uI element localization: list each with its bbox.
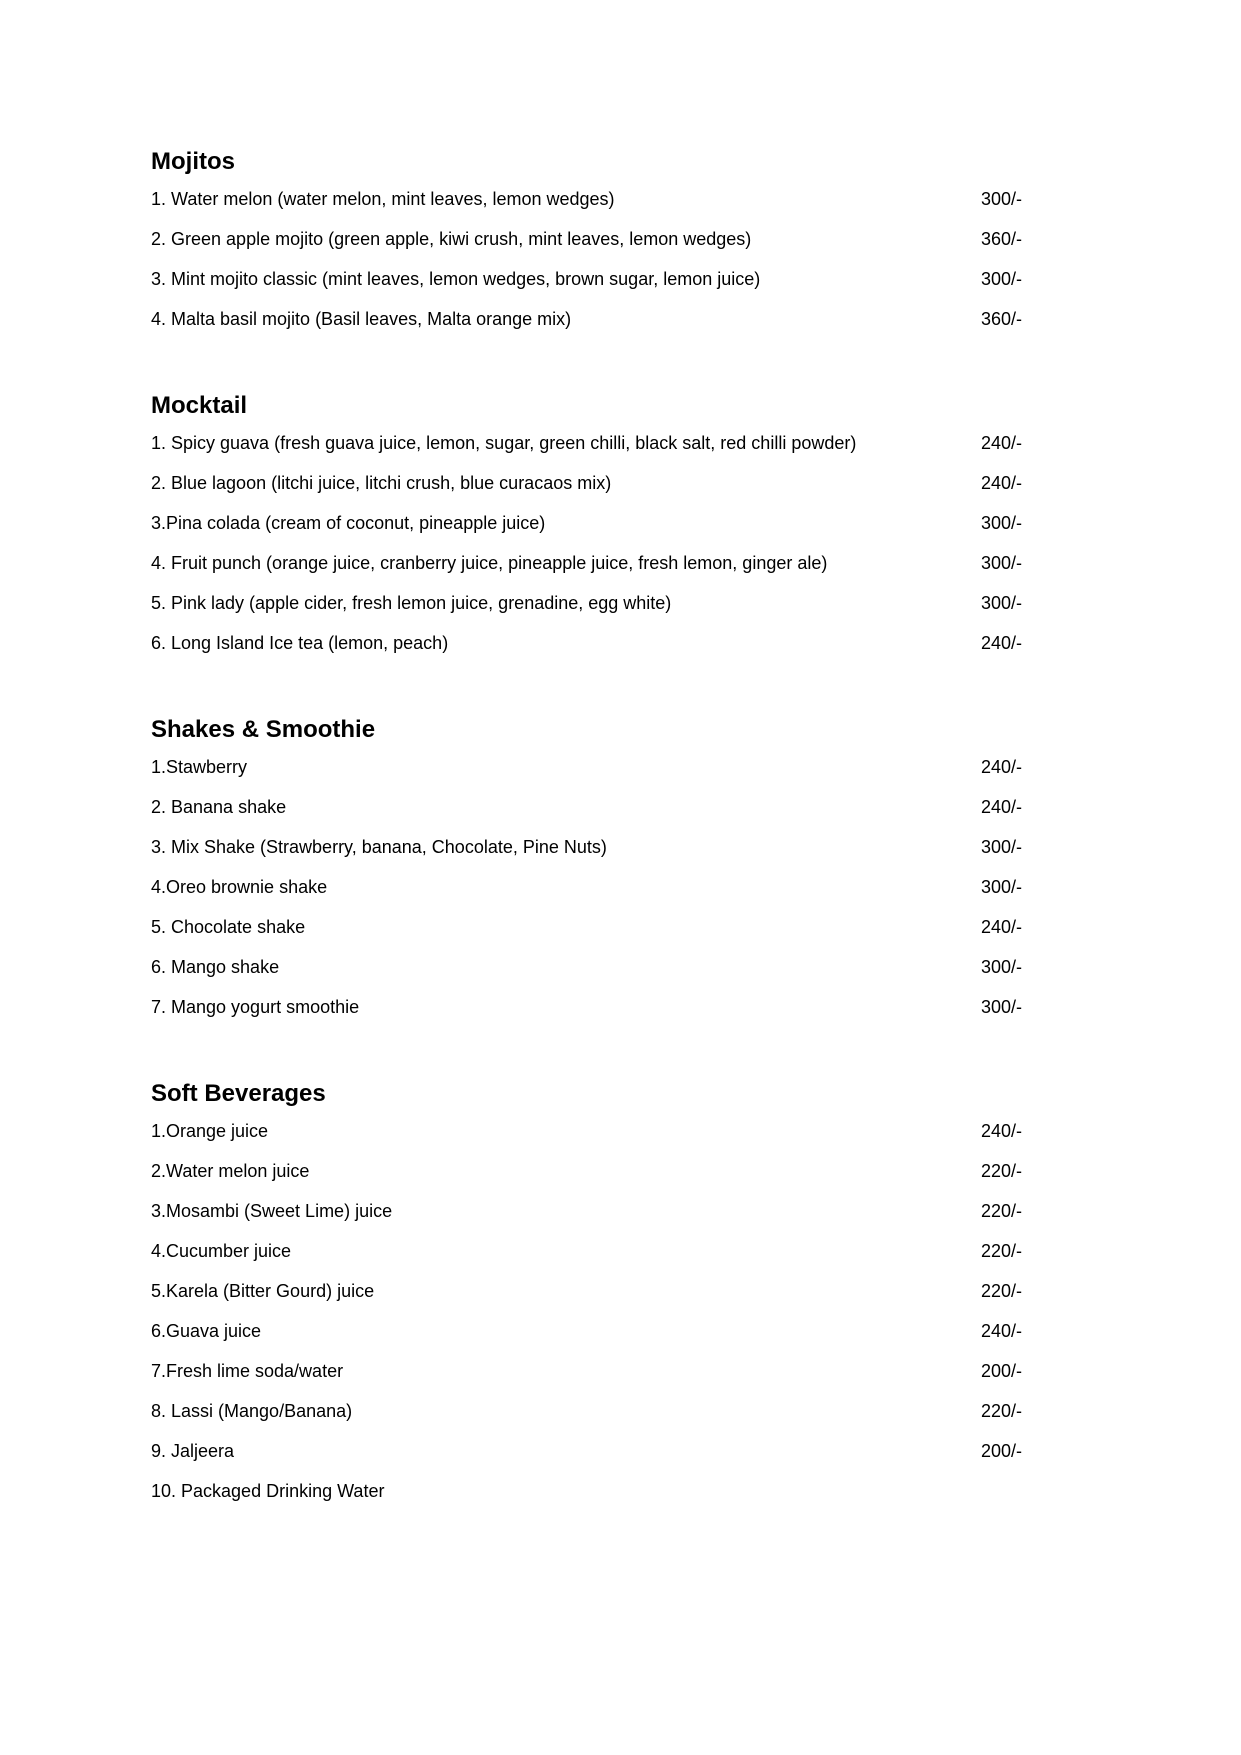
section-mojitos	[151, 148, 1031, 348]
item-price: 240/-	[981, 797, 1023, 817]
item-name: 4.Cucumber juice	[151, 1241, 292, 1261]
menu-page	[151, 148, 1031, 1564]
section-soft-beverages	[151, 1080, 1031, 1520]
menu-item	[151, 512, 1031, 552]
menu-item	[151, 308, 1031, 348]
item-price: 220/-	[981, 1161, 1023, 1181]
item-name: 3. Mint mojito classic (mint leaves, lemon wedges, brown sugar, lemon juice)	[151, 269, 761, 289]
menu-item	[151, 796, 1031, 836]
item-name: 1.Stawberry	[151, 757, 248, 777]
item-price: 300/-	[981, 269, 1023, 289]
menu-item	[151, 472, 1031, 512]
item-price: 240/-	[981, 757, 1023, 777]
item-price: 220/-	[981, 1401, 1023, 1421]
menu-item	[151, 1200, 1031, 1240]
item-name: 3. Mix Shake (Strawberry, banana, Chocolate, Pine Nuts)	[151, 837, 607, 857]
menu-item	[151, 268, 1031, 308]
menu-item	[151, 1320, 1031, 1360]
item-name: 2.Water melon juice	[151, 1161, 310, 1181]
item-name: 6. Mango shake	[151, 957, 280, 977]
item-name: 7. Mango yogurt smoothie	[151, 997, 360, 1017]
menu-item	[151, 1400, 1031, 1440]
item-name: 1.Orange juice	[151, 1121, 269, 1141]
section-title: Mojitos	[151, 148, 235, 175]
item-price: 240/-	[981, 917, 1023, 937]
menu-item	[151, 1440, 1031, 1480]
item-name: 5. Pink lady (apple cider, fresh lemon juice, grenadine, egg white)	[151, 593, 672, 613]
item-name: 3.Pina colada (cream of coconut, pineapple juice)	[151, 513, 546, 533]
menu-item	[151, 1240, 1031, 1280]
item-price: 300/-	[981, 877, 1023, 897]
item-name: 1. Water melon (water melon, mint leaves, lemon wedges)	[151, 189, 615, 209]
item-price: 220/-	[981, 1241, 1023, 1261]
menu-item	[151, 1360, 1031, 1400]
item-price: 200/-	[981, 1361, 1023, 1381]
item-price: 240/-	[981, 1321, 1023, 1341]
menu-item	[151, 756, 1031, 796]
item-price: 220/-	[981, 1281, 1023, 1301]
item-price: 240/-	[981, 433, 1023, 453]
item-price: 300/-	[981, 957, 1023, 977]
item-name: 2. Green apple mojito (green apple, kiwi crush, mint leaves, lemon wedges)	[151, 229, 752, 249]
section-title: Mocktail	[151, 392, 248, 419]
menu-item	[151, 996, 1031, 1036]
item-price: 240/-	[981, 1121, 1023, 1141]
menu-item	[151, 1120, 1031, 1160]
item-name: 9. Jaljeera	[151, 1441, 235, 1461]
menu-item	[151, 592, 1031, 632]
item-name: 4. Fruit punch (orange juice, cranberry juice, pineapple juice, fresh lemon, ginger ale)	[151, 553, 828, 573]
section-title: Soft Beverages	[151, 1080, 326, 1107]
menu-item	[151, 552, 1031, 592]
menu-item	[151, 228, 1031, 268]
item-price: 360/-	[981, 309, 1023, 329]
menu-item	[151, 1160, 1031, 1200]
item-price: 300/-	[981, 513, 1023, 533]
item-name: 5.Karela (Bitter Gourd) juice	[151, 1281, 375, 1301]
section-mocktail	[151, 392, 1031, 672]
item-price: 300/-	[981, 553, 1023, 573]
menu-item	[151, 876, 1031, 916]
item-name: 8. Lassi (Mango/Banana)	[151, 1401, 353, 1421]
item-price: 200/-	[981, 1441, 1023, 1461]
menu-item	[151, 188, 1031, 228]
menu-item	[151, 1280, 1031, 1320]
menu-item	[151, 1480, 1031, 1520]
section-title: Shakes & Smoothie	[151, 716, 376, 743]
item-name: 4. Malta basil mojito (Basil leaves, Malta orange mix)	[151, 309, 572, 329]
menu-item	[151, 836, 1031, 876]
item-name: 7.Fresh lime soda/water	[151, 1361, 344, 1381]
item-price: 300/-	[981, 997, 1023, 1017]
item-name: 6.Guava juice	[151, 1321, 262, 1341]
section-shakes-smoothie	[151, 716, 1031, 1036]
item-price: 240/-	[981, 473, 1023, 493]
menu-item	[151, 632, 1031, 672]
item-price: 300/-	[981, 189, 1023, 209]
menu-item	[151, 916, 1031, 956]
item-name: 5. Chocolate shake	[151, 917, 306, 937]
item-price: 300/-	[981, 593, 1023, 613]
menu-item	[151, 956, 1031, 996]
item-price: 220/-	[981, 1201, 1023, 1221]
item-name: 6. Long Island Ice tea (lemon, peach)	[151, 633, 449, 653]
item-name: 4.Oreo brownie shake	[151, 877, 328, 897]
item-name: 10. Packaged Drinking Water	[151, 1481, 385, 1501]
item-name: 1. Spicy guava (fresh guava juice, lemon, sugar, green chilli, black salt, red chilli powder)	[151, 433, 857, 453]
item-name: 3.Mosambi (Sweet Lime) juice	[151, 1201, 393, 1221]
item-name: 2. Banana shake	[151, 797, 287, 817]
item-price: 300/-	[981, 837, 1023, 857]
item-price: 360/-	[981, 229, 1023, 249]
item-price: 240/-	[981, 633, 1023, 653]
menu-item	[151, 432, 1031, 472]
item-name: 2. Blue lagoon (litchi juice, litchi crush, blue curacaos mix)	[151, 473, 612, 493]
